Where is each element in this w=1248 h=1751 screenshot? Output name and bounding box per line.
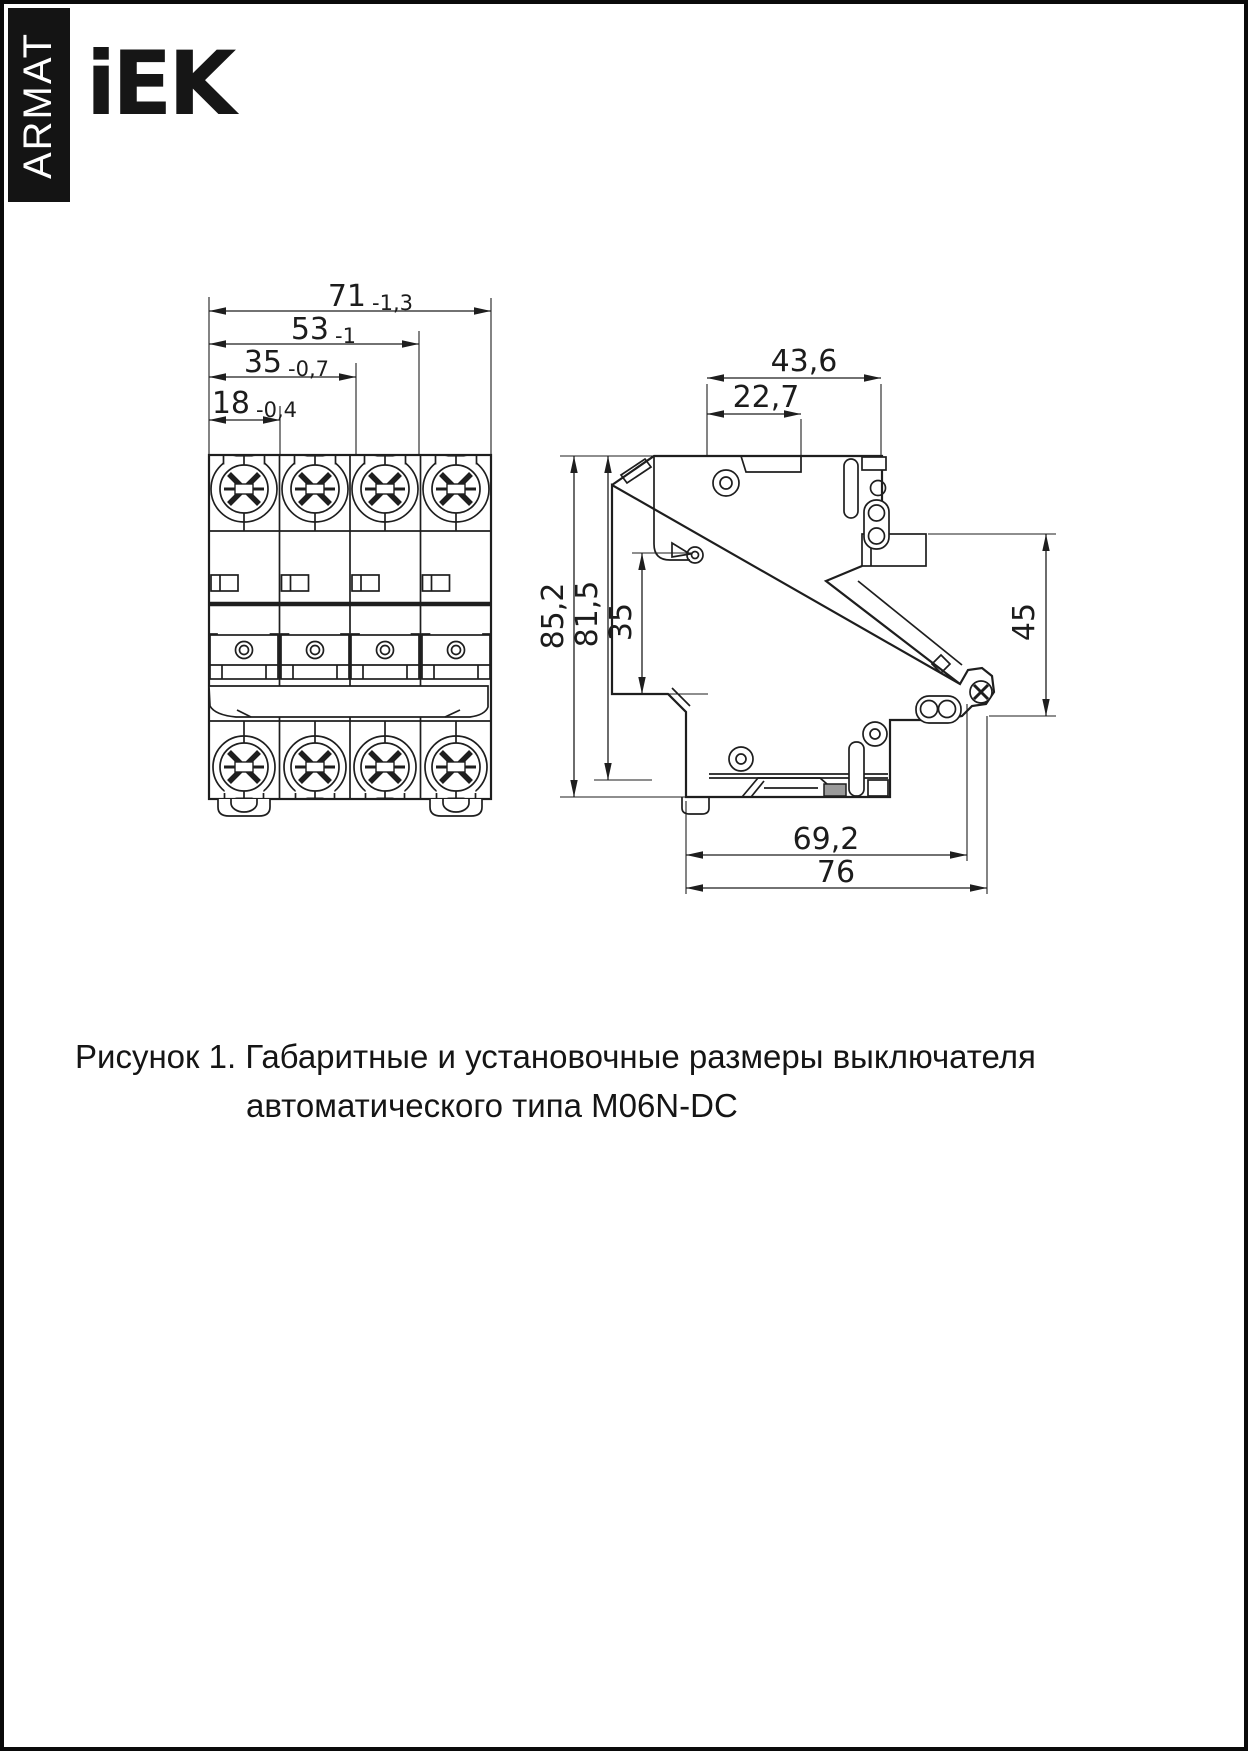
tie-bar xyxy=(209,686,488,717)
clip-slot xyxy=(849,742,864,796)
screw-top-4 xyxy=(423,455,489,531)
screw-bottom-4 xyxy=(425,721,487,799)
screw-bottom-2 xyxy=(284,721,346,799)
front-dim-value-71: 71 xyxy=(327,279,366,314)
dimension-drawing xyxy=(4,4,1248,1751)
toggle-2 xyxy=(281,635,349,679)
side-dim-22-7: 22,7 xyxy=(732,380,800,415)
side-dimension-lines xyxy=(574,378,1046,888)
toggle-1 xyxy=(210,635,278,679)
front-view xyxy=(209,279,491,816)
front-dim-tol-18: -0,4 xyxy=(256,398,297,422)
vent-slot-top xyxy=(844,459,858,518)
side-dim-81-5: 81,5 xyxy=(570,580,605,648)
front-dim-value-53: 53 xyxy=(290,312,329,347)
front-dim-tol-35: -0,7 xyxy=(288,357,329,381)
side-body xyxy=(612,456,994,797)
toggle-lever-side xyxy=(621,459,651,483)
front-dim-value-18: 18 xyxy=(211,386,250,421)
mid-tabs xyxy=(211,575,450,591)
clip-screw xyxy=(970,681,992,703)
front-dim-value-35: 35 xyxy=(243,345,282,380)
screw-bottom-3 xyxy=(354,721,416,799)
armat-banner-label: ARMAT xyxy=(16,31,61,179)
side-dim-85-2: 85,2 xyxy=(536,582,571,650)
screw-top-3 xyxy=(352,455,418,531)
caption-line-1: Рисунок 1. Габаритные и установочные размеры выключателя xyxy=(75,1038,1036,1075)
side-dim-45: 45 xyxy=(1007,602,1042,642)
iek-logo: iEK xyxy=(86,32,233,135)
side-bottom-details xyxy=(672,655,992,814)
figure-caption xyxy=(75,1040,1036,1122)
rivet xyxy=(713,470,739,496)
side-top-details xyxy=(621,456,926,566)
side-dim-76: 76 xyxy=(816,855,856,890)
toggle-4 xyxy=(422,635,490,679)
caption-line-2: автоматического типа M06N-DC xyxy=(246,1087,738,1124)
front-dim-tol-53: -1 xyxy=(335,324,356,348)
screw-top-2 xyxy=(282,455,348,531)
front-dim-tol-71: -1,3 xyxy=(372,291,413,315)
screw-top-1 xyxy=(211,455,277,531)
toggle-3 xyxy=(351,635,419,679)
side-dim-69-2: 69,2 xyxy=(792,822,860,857)
side-view xyxy=(536,344,1056,894)
rivet xyxy=(729,747,753,771)
side-dim-43-6: 43,6 xyxy=(770,344,838,379)
mounting-feet xyxy=(218,799,482,816)
screw-bottom-1 xyxy=(213,721,275,799)
side-dim-35: 35 xyxy=(604,602,639,642)
